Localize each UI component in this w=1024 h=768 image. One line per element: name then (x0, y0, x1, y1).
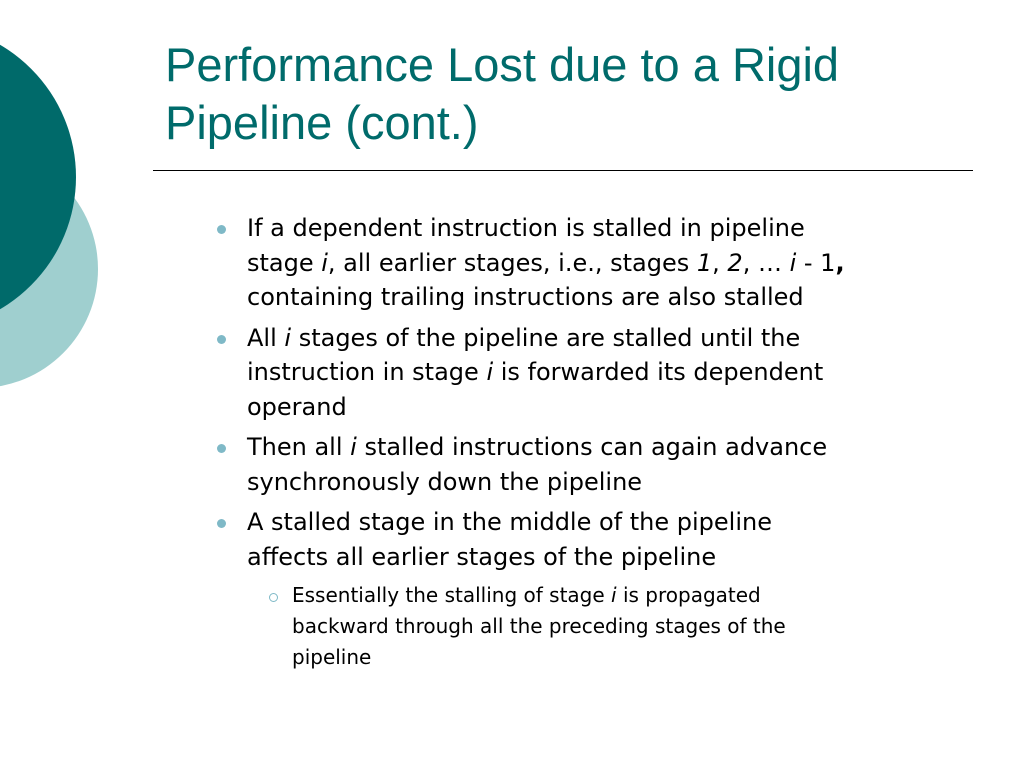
bullet-item-1 (210, 211, 970, 315)
bullet-4-line-1: A stalled stage in the middle of the pipeline (247, 508, 772, 536)
sub-bullet-item (255, 580, 970, 673)
bullet-1-line-1: If a dependent instruction is stalled in pipeline (247, 214, 805, 242)
hollow-circle-bullet-icon (269, 593, 278, 602)
bullet-item-2 (210, 321, 970, 425)
slide-title-line-2: Pipeline (cont.) (165, 96, 479, 149)
bullet-2-line-3: operand (247, 392, 347, 421)
bullet-1-line-3: containing trailing instructions are also stalled (247, 283, 804, 311)
slide-title (165, 36, 985, 152)
slide-title-line-1: Performance Lost due to a Rigid (165, 38, 840, 91)
bullet-2-line-2: instruction in stage i is forwarded its dependent (247, 358, 824, 386)
bullet-2-line-1: All i stages of the pipeline are stalled until the (247, 323, 801, 352)
sub-bullet-line-2: backward through all the preceding stages of the (292, 614, 786, 638)
sub-bullet-line-3: pipeline (292, 645, 372, 669)
bullet-item-4 (210, 505, 970, 574)
sub-bullet-line-1: Essentially the stalling of stage i is propagated (292, 583, 761, 607)
bullet-item-3 (210, 430, 970, 499)
bullet-4-line-2: affects all earlier stages of the pipeline (247, 542, 717, 571)
bullet-dot-icon (217, 225, 226, 234)
bullet-dot-icon (217, 519, 226, 528)
bullet-list (210, 211, 970, 673)
bullet-1-line-2: stage i, all earlier stages, i.e., stages 1, 2, … i - 1, (247, 248, 845, 277)
bullet-3-line-1: Then all i stalled instructions can again advance (247, 433, 828, 461)
bullet-dot-icon (217, 335, 226, 344)
title-divider (153, 170, 973, 171)
bullet-dot-icon (217, 444, 226, 453)
bullet-3-line-2: synchronously down the pipeline (247, 467, 643, 496)
